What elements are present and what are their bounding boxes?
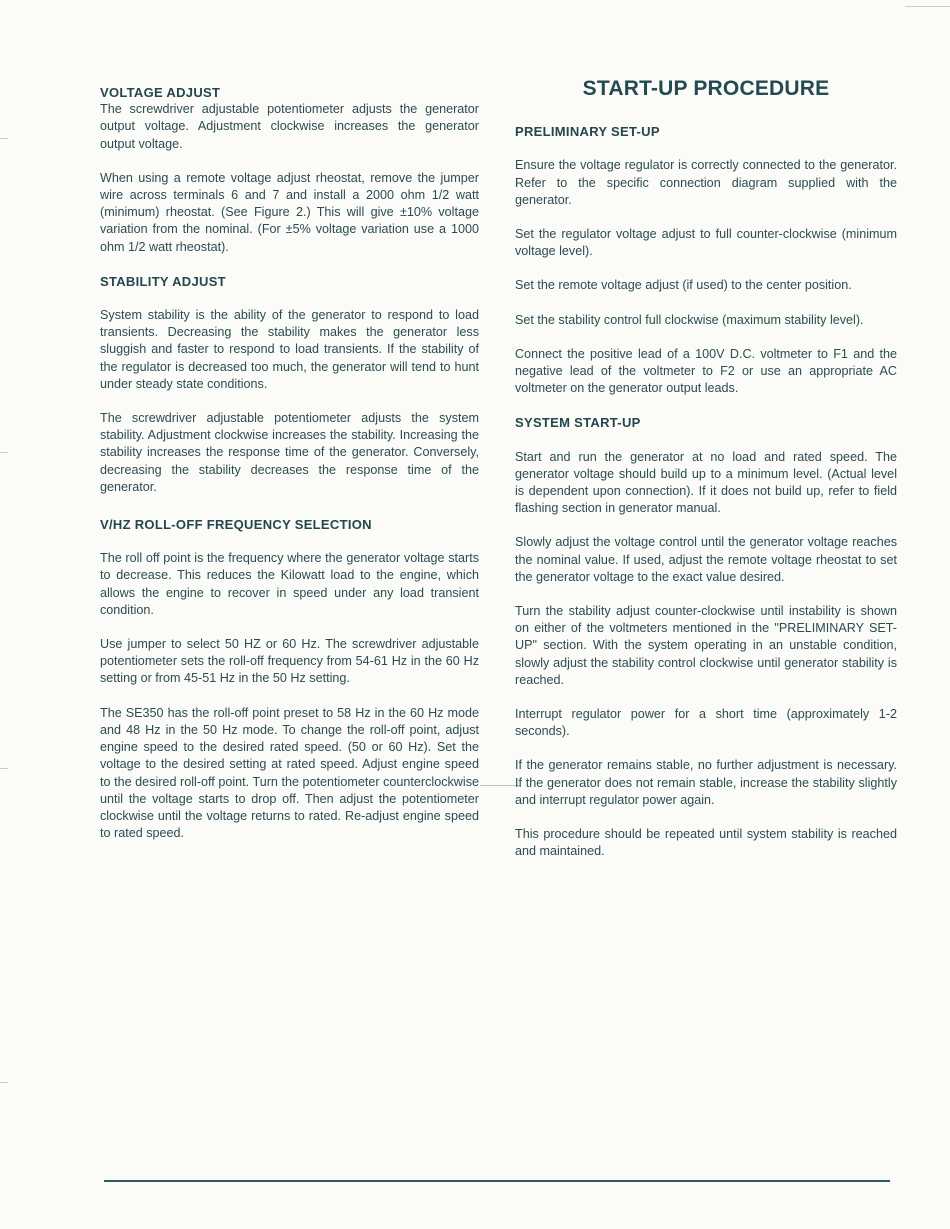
voltage-adjust-heading: VOLTAGE ADJUST [100,85,221,100]
preliminary-paragraph-1: Ensure the voltage regulator is correctly connected to the generator. Refer to the specific connection diagram supplied with the generator. [515,158,897,207]
vhz-rolloff-heading: V/HZ ROLL-OFF FREQUENCY SELECTION [100,517,372,533]
system-startup-paragraph-6: This procedure should be repeated until system stability is reached and maintained. [515,827,897,859]
scan-edge-mark [0,452,8,453]
right-column [515,77,897,861]
scan-edge-mark [0,768,8,769]
vhz-rolloff-paragraph-2: Use jumper to select 50 HZ or 60 Hz. The screwdriver adjustable potentiometer sets the roll-off frequency from 54-61 Hz in the 60 Hz setting or from 45-51 Hz in the 50 Hz setting. [100,637,479,686]
stability-adjust-paragraph-1: System stability is the ability of the generator to respond to load transients. Decreasing the stability makes the generator less sluggish and faster to respond to load transients. If the stability of the regulator is decreased too much, the generator will tend to hunt under steady state conditions. [100,308,479,391]
startup-procedure-title: START-UP PROCEDURE [582,77,830,100]
system-startup-paragraph-5: If the generator remains stable, no further adjustment is necessary. If the generator does not remain stable, increase the stability slightly and interrupt regulator power again. [515,758,897,807]
system-startup-paragraph-1: Start and run the generator at no load and rated speed. The generator voltage should build up to a minimum level. (Actual level is dependent upon connection). If it does not build up, refer to field flashing section in generator manual. [515,449,897,516]
preliminary-paragraph-5: Connect the positive lead of a 100V D.C. voltmeter to F1 and the negative lead of the voltmeter to F2 or use an appropriate AC voltmeter on the generator output leads. [515,346,897,396]
scan-edge-mark [0,1082,8,1083]
stability-adjust-paragraph-2: The screwdriver adjustable potentiometer adjusts the system stability. Adjustment clockwise increases the stability. Increasing the stability increases the response time of the generator. Conversely, decreasing the stability decreases the response time of the generator. [100,411,479,494]
left-column [100,84,479,842]
preliminary-paragraph-2: Set the regulator voltage adjust to full counter-clockwise (minimum voltage level). [515,227,897,259]
preliminary-setup-heading: PRELIMINARY SET-UP [515,124,660,140]
system-startup-heading: SYSTEM START-UP [515,415,641,431]
system-startup-paragraph-4: Interrupt regulator power for a short time (approximately 1-2 seconds). [515,707,897,739]
footer-rule [104,1180,890,1182]
scan-edge-mark [905,6,950,7]
scan-edge-mark [0,138,8,139]
system-startup-paragraph-3: Turn the stability adjust counter-clockwise until instability is shown on either of the voltmeters mentioned in the "PRELIMINARY SET-UP" section. With the system operating in an unstable condition, slowly adjust the stability control clockwise until generator stability is reached. [515,604,897,687]
preliminary-paragraph-3: Set the remote voltage adjust (if used) to the center position. [515,278,852,293]
vhz-rolloff-paragraph-1: The roll off point is the frequency where the generator voltage starts to decrease. This reduces the Kilowatt load to the engine, which allows the engine to recover in speed under any load transient condition. [100,551,479,617]
stability-adjust-heading: STABILITY ADJUST [100,273,226,289]
vhz-rolloff-paragraph-3: The SE350 has the roll-off point preset to 58 Hz in the 60 Hz mode and 48 Hz in the 50 Hz mode. To change the roll-off point, adjust engine speed to the desired rated speed. (50 or 60 Hz). Set the voltage to the desired setting at rated speed. Adjust engine speed to the desired roll-off point. Turn the potentiometer counterclockwise until the voltage starts to drop off. Then adjust the potentiometer clockwise until the voltage returns to rated. Re-adjust engine speed to rated speed. [100,705,479,841]
voltage-adjust-paragraph-2: When using a remote voltage adjust rheostat, remove the jumper wire across terminals 6 and 7 and install a 2000 ohm 1/2 watt (minimum) rheostat. (See Figure 2.) This will give ±10% voltage variation from the nominal. (For ±5% voltage variation use a 1000 ohm 1/2 watt rheostat). [100,170,479,254]
column-divider [480,785,520,786]
system-startup-paragraph-2: Slowly adjust the voltage control until the generator voltage reaches the nominal value. If used, adjust the remote voltage rheostat to set the generator voltage to the exact value desired. [515,535,897,584]
voltage-adjust-paragraph-1: The screwdriver adjustable potentiometer adjusts the generator output voltage. Adjustment clockwise increases the generator output voltage. [100,102,479,151]
preliminary-paragraph-4: Set the stability control full clockwise (maximum stability level). [515,312,864,327]
